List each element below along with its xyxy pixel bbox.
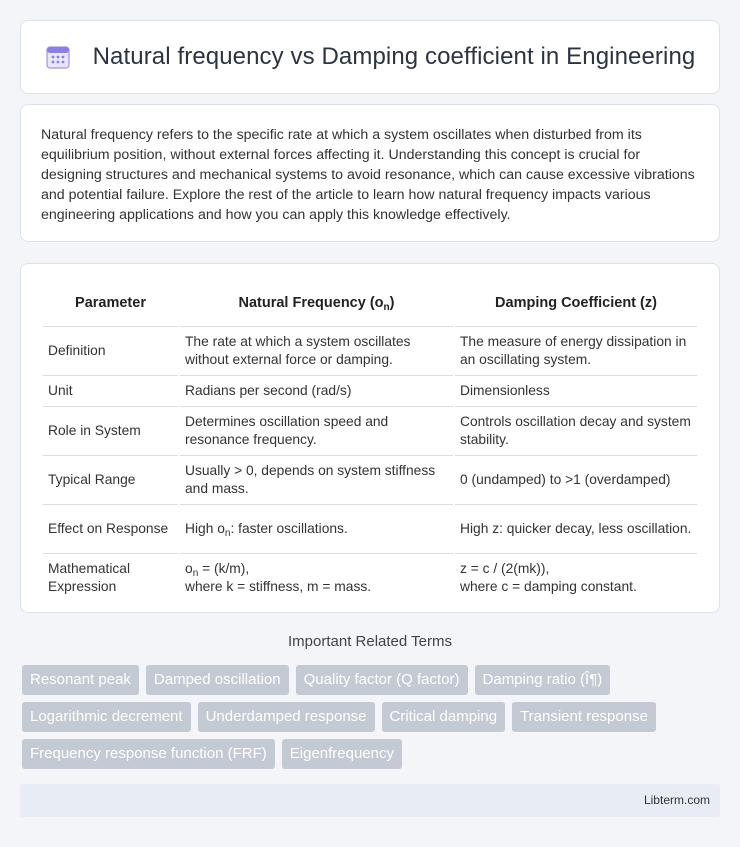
natural-cell: High $o_n$: faster oscillations. [179, 504, 454, 553]
header-parameter: Parameter [43, 280, 179, 326]
natural-cell: Usually > 0, depends on system stiffness and mass. [179, 455, 454, 504]
natural-cell: The rate at which a system oscillates without external force or damping. [179, 326, 454, 375]
table-row [43, 375, 697, 406]
param-cell: Effect on Response [43, 504, 179, 553]
damping-cell: z = c / (2(mk)), where c = damping constant. [454, 553, 697, 602]
comparison-table [43, 280, 697, 602]
calendar-icon [45, 44, 71, 70]
term-tag[interactable]: Transient response [512, 702, 656, 732]
header-card [20, 20, 720, 94]
natural-cell: $o_n = (k/m)$, where k = stiffness, m = mass. [179, 553, 454, 602]
term-tag[interactable]: Eigenfrequency [282, 739, 402, 769]
footer [20, 784, 720, 817]
table-row [43, 406, 697, 455]
table-row [43, 504, 697, 553]
damping-cell: High z: quicker decay, less oscillation. [454, 504, 697, 553]
natural-cell: Radians per second (rad/s) [179, 375, 454, 406]
header-natural-frequency: Natural Frequency $(o_n)$ [179, 280, 454, 326]
table-row [43, 326, 697, 375]
damping-cell: Dimensionless [454, 375, 697, 406]
term-tag[interactable]: Quality factor (Q factor) [296, 665, 468, 695]
footer-brand-link[interactable]: Libterm.com [643, 793, 710, 807]
term-tag[interactable]: Logarithmic decrement [22, 702, 191, 732]
term-tag[interactable]: Damping ratio (Î¶) [475, 665, 611, 695]
param-cell: Mathematical Expression [48, 560, 131, 594]
term-tag[interactable]: Damped oscillation [146, 665, 289, 695]
param-cell: Definition [43, 326, 179, 375]
related-terms-list [22, 665, 722, 769]
intro-card [20, 104, 720, 242]
natural-cell: Determines oscillation speed and resonance frequency. [179, 406, 454, 455]
term-tag[interactable]: Underdamped response [198, 702, 375, 732]
param-cell: Role in System [43, 406, 179, 455]
term-tag[interactable]: Resonant peak [22, 665, 139, 695]
intro-text: Natural frequency refers to the specific rate at which a system oscillates when disturbed from its equilibrium position, without external forces affecting it. Understanding this concept is crucial for designing structures and mechanical systems to avoid resonance, which can cause excessive vibrations and potential failure. Explore the rest of the article to learn how natural frequency impacts various engineering applications and how you can apply this knowledge effectively. [41, 127, 695, 223]
page-title: Natural frequency vs Damping coefficient in Engineering [92, 43, 696, 70]
comparison-table-card [20, 263, 720, 613]
table-row [43, 553, 697, 602]
term-tag[interactable]: Critical damping [382, 702, 506, 732]
term-tag[interactable]: Frequency response function (FRF) [22, 739, 275, 769]
param-cell: Unit [43, 375, 179, 406]
param-cell: Typical Range [43, 455, 179, 504]
header-damping-coefficient: Damping Coefficient (z) [454, 280, 697, 326]
damping-cell: 0 (undamped) to >1 (overdamped) [454, 455, 697, 504]
damping-cell: The measure of energy dissipation in an oscillating system. [454, 326, 697, 375]
table-row [43, 455, 697, 504]
related-terms-title: Important Related Terms [288, 633, 452, 650]
damping-cell: Controls oscillation decay and system stability. [454, 406, 697, 455]
